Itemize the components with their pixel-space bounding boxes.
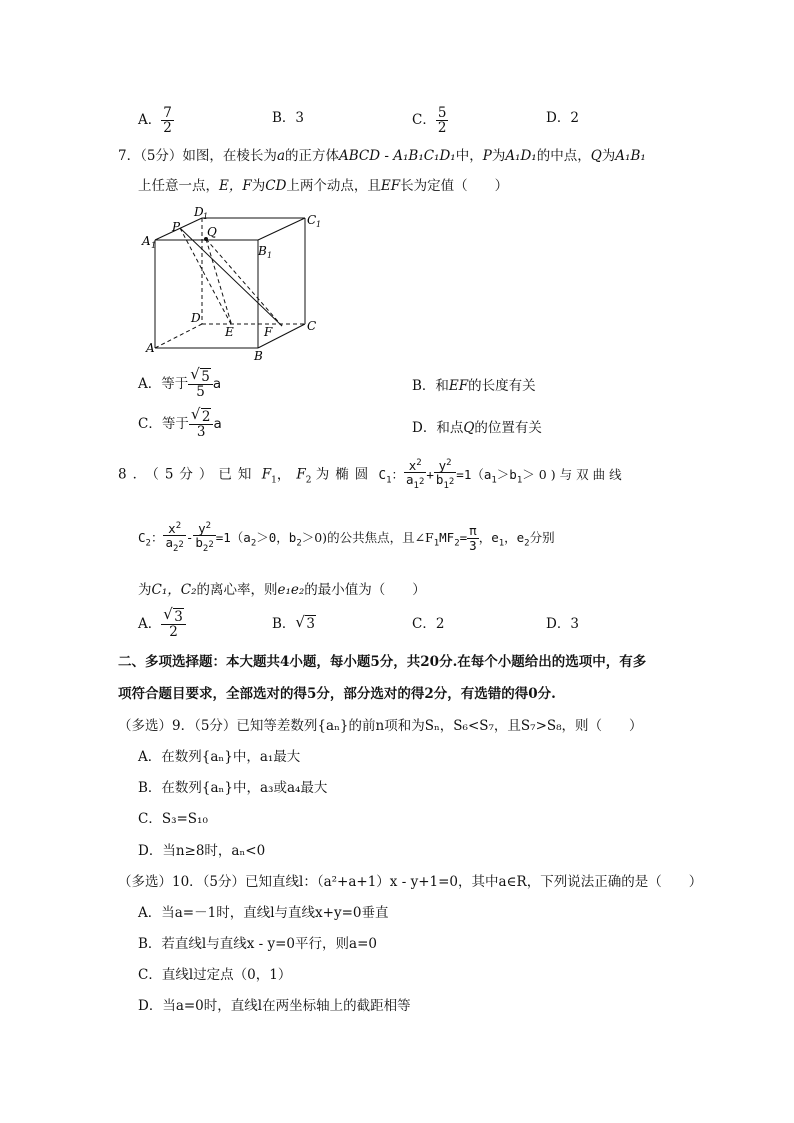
q9-option-c: C．S₃=S₁₀ xyxy=(138,811,208,827)
q10-option-c: C．直线l过定点（0，1） xyxy=(138,967,292,983)
q7-option-a: A．等于 √ 5 5 a xyxy=(138,365,222,401)
label-a1: A xyxy=(142,234,151,248)
q6-option-d: D．2 xyxy=(546,110,579,126)
q8-stem-line2 xyxy=(138,522,555,554)
sqrt-symbol: √ 5 xyxy=(190,365,210,385)
section2-heading-line1: 二、多项选择题：本大题共4小题，每小题5分，共20分.在每个小题给出的选项中，有多 xyxy=(118,654,647,670)
label-b1: B xyxy=(258,244,267,258)
q8-option-c: C．2 xyxy=(412,616,445,632)
label-d1: D xyxy=(194,205,204,219)
q6-option-a: A． $\frac{7}{2}$ xyxy=(138,105,172,137)
q7-option-b: B．和EF的长度有关 xyxy=(412,378,536,394)
svg-text:1: 1 xyxy=(151,241,157,250)
label-q: Q xyxy=(207,225,217,239)
q7-stem-line1: 7．（5分）如图，在棱长为a的正方体ABCD - A₁B₁C₁D₁中，P为A₁D₁的中点，Q为A₁B₁ xyxy=(118,148,646,164)
cube-diagram xyxy=(130,200,330,365)
q7-stem-line2: 上任意一点，E，F为CD上两个动点，且EF长为定值（ ） xyxy=(138,178,509,194)
label-c: C xyxy=(307,319,317,333)
q8-stem-line1: 8．（5分）已知 $F_1$， $F_2$ 为椭圆 $C_1$： $\frac{x^2}{a_{1^2}}$ + $\frac{y^2}{b_{1^2}}$ $=1(a_1>b_1>0)$与双曲线 xyxy=(118,458,626,491)
svg-text:1: 1 xyxy=(203,212,209,221)
svg-text:1: 1 xyxy=(316,220,322,229)
q9-option-b: B．在数列{aₙ}中，a₃或a₄最大 xyxy=(138,780,328,796)
q8-option-b: B． √ 3 xyxy=(272,613,316,632)
q8-option-d: D．3 xyxy=(546,616,579,632)
fraction: √ 2 3 xyxy=(189,410,214,439)
svg-text:1: 1 xyxy=(267,251,273,260)
sqrt-symbol: √ 2 xyxy=(190,405,211,425)
label-p: P xyxy=(172,220,181,234)
label-f: F xyxy=(264,325,273,339)
label-b: B xyxy=(254,349,263,363)
fraction: √ 3 2 xyxy=(161,610,186,639)
q7-option-c: C．等于 √ 2 3 a xyxy=(138,405,222,441)
label-d: D xyxy=(191,311,201,325)
fraction: $\frac{7}{2}$ xyxy=(163,105,172,137)
q7-option-d: D．和点Q的位置有关 xyxy=(412,420,542,436)
label-c1: C xyxy=(307,213,317,227)
equation-ellipse: $C_1$： $\frac{x^2}{a_{1^2}}$ + $\frac{y^2}{b_{1^2}}$ $=1(a_1>b_1>0)$与双曲线 xyxy=(378,458,626,491)
q8-option-a: A． √ 3 2 xyxy=(138,610,186,639)
equation-hyperbola: $C_2$： $\frac{x^2}{a_{2^2}}$ - $\frac{y^2}{b_{2^2}}$ $=1(a_2>0$，$b_2>0$)的公共焦点，且$\angle F_1MF_2=$ $\frac{\pi}{3}$ ，$e_1$，$e_2$分别 xyxy=(138,521,555,554)
fraction: $\frac{5}{2}$ xyxy=(437,105,447,137)
fraction: √ 5 5 xyxy=(188,370,213,399)
q9-option-d: D．当n≥8时，aₙ<0 xyxy=(138,843,266,859)
q10-stem: （多选）10．（5分）已知直线l：（a²+a+1）x - y+1=0，其中a∈R，下列说法正确的是（ ） xyxy=(118,874,703,890)
sqrt-symbol: √ 3 xyxy=(295,613,316,632)
q10-option-b: B．若直线l与直线x - y=0平行，则a=0 xyxy=(138,936,377,952)
label-a: A xyxy=(146,341,155,355)
label-e: E xyxy=(225,325,234,339)
section2-heading-line2: 项符合题目要求，全部选对的得5分，部分选对的得2分，有选错的得0分. xyxy=(118,686,556,702)
q6-option-c: C． $\frac{5}{2}$ xyxy=(412,105,447,137)
q10-option-d: D．当a=0时，直线l在两坐标轴上的截距相等 xyxy=(138,998,411,1014)
sqrt-symbol: √ 3 xyxy=(163,605,183,625)
q8-stem-line3: 为C₁，C₂的离心率，则e₁e₂的最小值为（ ） xyxy=(138,582,426,598)
q9-option-a: A．在数列{aₙ}中，a₁最大 xyxy=(138,749,301,765)
q6-option-b: B．3 xyxy=(272,110,305,126)
q10-option-a: A．当a=－1时，直线l与直线x+y=0垂直 xyxy=(138,905,389,921)
q9-stem: （多选）9．（5分）已知等差数列{aₙ}的前n项和为Sₙ，S₆<S₇，且S₇>S₈，则（ ） xyxy=(118,718,643,734)
